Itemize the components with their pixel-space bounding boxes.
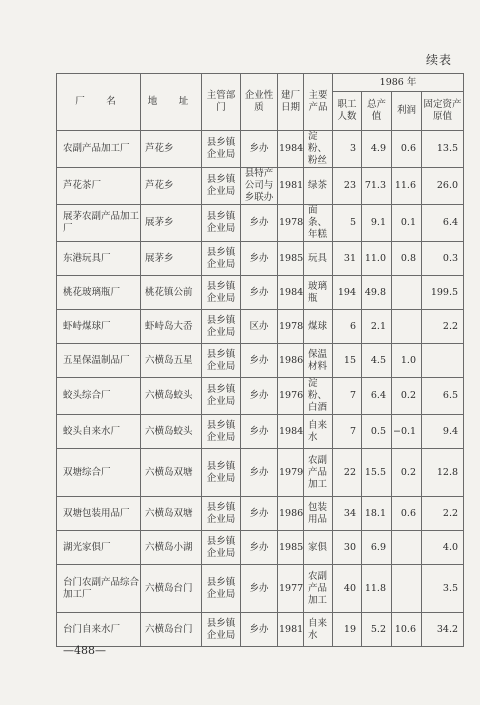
cell-factory-name: 双塘综合厂 — [57, 449, 141, 497]
cell-year: 1984 — [278, 415, 304, 449]
cell-nature: 乡办 — [241, 415, 278, 449]
cell-year: 1986 — [278, 497, 304, 531]
table-row — [57, 168, 464, 205]
cell-dept: 县乡镇企业局 — [202, 276, 241, 310]
cell-profit: −0.1 — [392, 415, 422, 449]
cell-nature: 县特产公司与乡联办 — [241, 168, 278, 205]
cell-product: 淀粉、粉丝 — [304, 131, 333, 168]
cell-profit — [392, 276, 422, 310]
table-row — [57, 449, 464, 497]
cell-staff: 31 — [333, 242, 362, 276]
cell-nature: 乡办 — [241, 378, 278, 415]
header-staff: 职工人数 — [333, 92, 362, 131]
cell-profit — [392, 565, 422, 613]
table-row — [57, 276, 464, 310]
cell-output: 4.5 — [362, 344, 392, 378]
table-row — [57, 531, 464, 565]
header-profit: 利润 — [392, 92, 422, 131]
cell-address: 芦花乡 — [141, 131, 202, 168]
cell-output: 11.0 — [362, 242, 392, 276]
cell-product: 自来水 — [304, 613, 333, 647]
header-output: 总产值 — [362, 92, 392, 131]
cell-nature: 乡办 — [241, 497, 278, 531]
cell-dept: 县乡镇企业局 — [202, 344, 241, 378]
cell-profit: 10.6 — [392, 613, 422, 647]
cell-output: 9.1 — [362, 205, 392, 242]
cell-year: 1979 — [278, 449, 304, 497]
table-row — [57, 613, 464, 647]
cell-factory-name: 湖光家俱厂 — [57, 531, 141, 565]
cell-output: 5.2 — [362, 613, 392, 647]
cell-address: 六横岛台门 — [141, 565, 202, 613]
cell-nature: 乡办 — [241, 565, 278, 613]
cell-assets: 4.0 — [422, 531, 464, 565]
cell-year: 1976 — [278, 378, 304, 415]
cell-staff: 194 — [333, 276, 362, 310]
cell-product: 淀粉、白酒 — [304, 378, 333, 415]
cell-assets: 34.2 — [422, 613, 464, 647]
page-number: —488— — [63, 644, 106, 657]
cell-year: 1978 — [278, 310, 304, 344]
cell-address: 六横岛双塘 — [141, 497, 202, 531]
cell-product: 玩具 — [304, 242, 333, 276]
cell-output: 49.8 — [362, 276, 392, 310]
table-row — [57, 310, 464, 344]
cell-nature: 乡办 — [241, 531, 278, 565]
cell-staff: 7 — [333, 415, 362, 449]
table-row — [57, 205, 464, 242]
header-nature: 企业性质 — [241, 74, 278, 131]
cell-dept: 县乡镇企业局 — [202, 378, 241, 415]
cell-output: 0.5 — [362, 415, 392, 449]
cell-profit — [392, 531, 422, 565]
cell-factory-name: 蛟头综合厂 — [57, 378, 141, 415]
cell-address: 展茅乡 — [141, 205, 202, 242]
cell-assets: 0.3 — [422, 242, 464, 276]
cell-output: 2.1 — [362, 310, 392, 344]
cell-factory-name: 展茅农副产品加工厂 — [57, 205, 141, 242]
cell-output: 11.8 — [362, 565, 392, 613]
cell-factory-name: 蛟头自来水厂 — [57, 415, 141, 449]
cell-output: 4.9 — [362, 131, 392, 168]
cell-staff: 40 — [333, 565, 362, 613]
cell-year: 1984 — [278, 276, 304, 310]
cell-profit: 0.8 — [392, 242, 422, 276]
cell-year: 1981 — [278, 168, 304, 205]
cell-staff: 19 — [333, 613, 362, 647]
cell-nature: 乡办 — [241, 344, 278, 378]
cell-profit: 1.0 — [392, 344, 422, 378]
cell-staff: 30 — [333, 531, 362, 565]
cell-dept: 县乡镇企业局 — [202, 310, 241, 344]
cell-year: 1986 — [278, 344, 304, 378]
cell-dept: 县乡镇企业局 — [202, 565, 241, 613]
cell-product: 自来水 — [304, 415, 333, 449]
cell-dept: 县乡镇企业局 — [202, 415, 241, 449]
table-row — [57, 415, 464, 449]
header-address: 地 址 — [141, 74, 202, 131]
cell-assets: 13.5 — [422, 131, 464, 168]
cell-product: 面条、年糕 — [304, 205, 333, 242]
cell-address: 六横岛蛟头 — [141, 415, 202, 449]
cell-product: 农副产品加工 — [304, 449, 333, 497]
cell-product: 包装用品 — [304, 497, 333, 531]
cell-assets: 2.2 — [422, 497, 464, 531]
cell-assets: 2.2 — [422, 310, 464, 344]
cell-address: 六横岛蛟头 — [141, 378, 202, 415]
cell-factory-name: 双塘包装用品厂 — [57, 497, 141, 531]
cell-address: 桃花镇公前 — [141, 276, 202, 310]
cell-product: 玻璃瓶 — [304, 276, 333, 310]
cell-factory-name: 虾峙煤球厂 — [57, 310, 141, 344]
cell-address: 展茅乡 — [141, 242, 202, 276]
cell-year: 1981 — [278, 613, 304, 647]
cell-profit: 0.6 — [392, 497, 422, 531]
table-header — [57, 74, 464, 131]
cell-nature: 乡办 — [241, 242, 278, 276]
cell-output: 18.1 — [362, 497, 392, 531]
cell-dept: 县乡镇企业局 — [202, 131, 241, 168]
cell-product: 家俱 — [304, 531, 333, 565]
cell-year: 1984 — [278, 131, 304, 168]
cell-output: 71.3 — [362, 168, 392, 205]
cell-year: 1977 — [278, 565, 304, 613]
cell-nature: 乡办 — [241, 613, 278, 647]
header-product: 主要产品 — [304, 74, 333, 131]
cell-assets: 12.8 — [422, 449, 464, 497]
cell-assets: 6.5 — [422, 378, 464, 415]
cell-profit: 11.6 — [392, 168, 422, 205]
header-factory: 厂 名 — [57, 74, 141, 131]
cell-nature: 乡办 — [241, 205, 278, 242]
cell-dept: 县乡镇企业局 — [202, 497, 241, 531]
table-row — [57, 242, 464, 276]
header-dept: 主管部门 — [202, 74, 241, 131]
cell-dept: 县乡镇企业局 — [202, 613, 241, 647]
cell-address: 六横岛五星 — [141, 344, 202, 378]
cell-nature: 区办 — [241, 310, 278, 344]
cell-assets: 6.4 — [422, 205, 464, 242]
cell-dept: 县乡镇企业局 — [202, 449, 241, 497]
cell-profit: 0.1 — [392, 205, 422, 242]
cell-dept: 县乡镇企业局 — [202, 242, 241, 276]
cell-nature: 乡办 — [241, 276, 278, 310]
cell-profit: 0.6 — [392, 131, 422, 168]
cell-assets — [422, 344, 464, 378]
cell-staff: 22 — [333, 449, 362, 497]
cell-output: 15.5 — [362, 449, 392, 497]
cell-product: 煤球 — [304, 310, 333, 344]
cell-assets: 26.0 — [422, 168, 464, 205]
header-assets: 固定资产原值 — [422, 92, 464, 131]
header-date: 建厂日期 — [278, 74, 304, 131]
cell-factory-name: 台门自来水厂 — [57, 613, 141, 647]
cell-profit: 0.2 — [392, 449, 422, 497]
cell-assets: 9.4 — [422, 415, 464, 449]
cell-dept: 县乡镇企业局 — [202, 205, 241, 242]
cell-output: 6.9 — [362, 531, 392, 565]
cell-product: 保温材料 — [304, 344, 333, 378]
cell-factory-name: 五星保温制品厂 — [57, 344, 141, 378]
cell-address: 六横岛小湖 — [141, 531, 202, 565]
cell-profit: 0.2 — [392, 378, 422, 415]
cell-year: 1985 — [278, 531, 304, 565]
cell-nature: 乡办 — [241, 131, 278, 168]
cell-factory-name: 东港玩具厂 — [57, 242, 141, 276]
cell-staff: 5 — [333, 205, 362, 242]
cell-dept: 县乡镇企业局 — [202, 168, 241, 205]
cell-factory-name: 芦花茶厂 — [57, 168, 141, 205]
table-row — [57, 344, 464, 378]
header-year: 1986 年 — [333, 74, 464, 92]
cell-staff: 15 — [333, 344, 362, 378]
cell-profit — [392, 310, 422, 344]
cell-staff: 7 — [333, 378, 362, 415]
enterprise-table — [56, 73, 464, 647]
cell-year: 1978 — [278, 205, 304, 242]
cell-product: 农副产品加工 — [304, 565, 333, 613]
cell-factory-name: 台门农副产品综合加工厂 — [57, 565, 141, 613]
table-body — [57, 131, 464, 647]
cell-assets: 3.5 — [422, 565, 464, 613]
cell-output: 6.4 — [362, 378, 392, 415]
cell-product: 绿茶 — [304, 168, 333, 205]
table-row — [57, 565, 464, 613]
cell-factory-name: 桃花玻璃瓶厂 — [57, 276, 141, 310]
cell-dept: 县乡镇企业局 — [202, 531, 241, 565]
cell-address: 六横岛双塘 — [141, 449, 202, 497]
cell-nature: 乡办 — [241, 449, 278, 497]
cell-staff: 3 — [333, 131, 362, 168]
cell-address: 虾峙岛大岙 — [141, 310, 202, 344]
table-row — [57, 497, 464, 531]
cell-year: 1985 — [278, 242, 304, 276]
cell-address: 六横岛台门 — [141, 613, 202, 647]
continued-label: 续表 — [426, 53, 453, 67]
cell-staff: 6 — [333, 310, 362, 344]
cell-staff: 34 — [333, 497, 362, 531]
cell-factory-name: 农副产品加工厂 — [57, 131, 141, 168]
table-row — [57, 131, 464, 168]
cell-address: 芦花乡 — [141, 168, 202, 205]
cell-staff: 23 — [333, 168, 362, 205]
table-row — [57, 378, 464, 415]
cell-assets: 199.5 — [422, 276, 464, 310]
